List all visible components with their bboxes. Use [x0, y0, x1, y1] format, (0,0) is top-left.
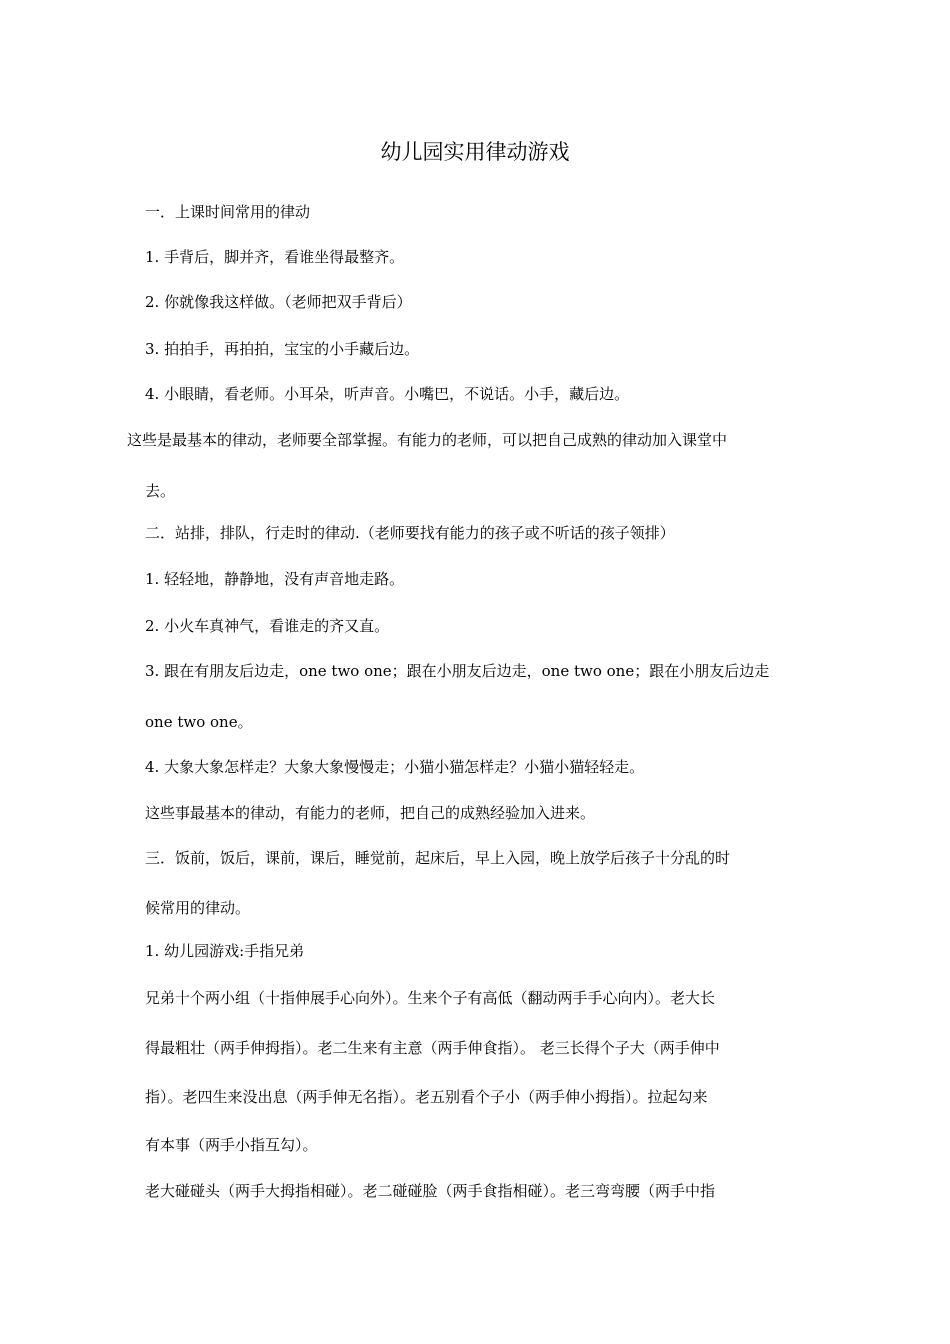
paragraph-line: 有本事（两手小指互勾）。	[145, 1136, 318, 1154]
paragraph-line: 兄弟十个两小组（十指伸展手心向外）。生来个子有高低（翻动两手手心向内）。老大长	[145, 989, 716, 1007]
section-heading-1: 一．上课时间常用的律动	[145, 203, 311, 221]
paragraph-line: 得最粗壮（两手伸拇指）。老二生来有主意（两手伸食指）。 老三长得个子大（两手伸中	[145, 1039, 720, 1057]
paragraph-line: 这些是最基本的律动，老师要全部掌握。有能力的老师，可以把自己成熟的律动加入课堂中	[127, 431, 728, 449]
section-heading-2: 二．站排，排队，行走时的律动.（老师要找有能力的孩子或不听话的孩子领排）	[145, 524, 675, 542]
document-title: 幼儿园实用律动游戏	[380, 140, 570, 164]
paragraph-line: 2. 你就像我这样做。（老师把双手背后）	[145, 293, 412, 311]
paragraph-line: 候常用的律动。	[145, 899, 251, 917]
paragraph-line: 1. 轻轻地，静静地，没有声音地走路。	[145, 570, 405, 588]
paragraph-line: 这些事最基本的律动，有能力的老师，把自己的成熟经验加入进来。	[145, 804, 596, 822]
paragraph-line: 3. 拍拍手，再拍拍，宝宝的小手藏后边。	[145, 340, 420, 358]
paragraph-line: 3. 跟在有朋友后边走，one two one；跟在小朋友后边走，one two one；跟在小朋友后边走	[145, 662, 770, 680]
paragraph-line: 4. 小眼睛，看老师。小耳朵，听声音。小嘴巴，不说话。小手，藏后边。	[145, 385, 630, 403]
paragraph-line: 去。	[145, 482, 176, 500]
paragraph-line: 4. 大象大象怎样走？大象大象慢慢走；小猫小猫怎样走？小猫小猫轻轻走。	[145, 758, 645, 776]
paragraph-line: 老大碰碰头（两手大拇指相碰）。老二碰碰脸（两手食指相碰）。老三弯弯腰（两手中指	[145, 1182, 716, 1200]
paragraph-line: 1. 手背后，脚并齐，看谁坐得最整齐。	[145, 248, 405, 266]
paragraph-line: 指）。老四生来没出息（两手伸无名指）。老五别看个子小（两手伸小拇指）。拉起勾来	[145, 1088, 708, 1106]
section-heading-3: 三．饭前，饭后，课前，课后，睡觉前，起床后，早上入园，晚上放学后孩子十分乱的时	[145, 849, 731, 867]
paragraph-line: 2. 小火车真神气，看谁走的齐又直。	[145, 617, 390, 635]
paragraph-line: 1. 幼儿园游戏:手指兄弟	[145, 942, 305, 960]
paragraph-line: one two one。	[145, 713, 253, 731]
